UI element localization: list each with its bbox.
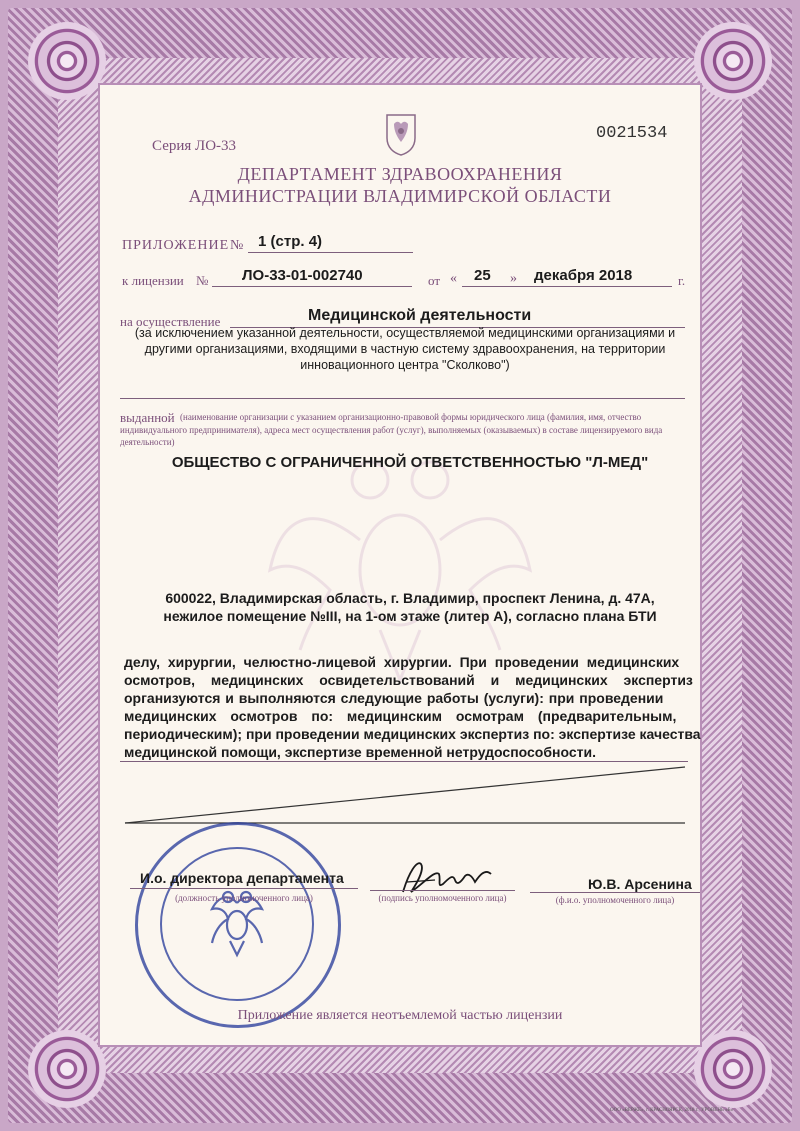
license-number: ЛО-33-01-002740 [242, 267, 363, 284]
corner-rosette-icon [694, 1030, 772, 1108]
license-year-suffix: г. [678, 273, 686, 288]
signatory-position: И.о. директора департамента [140, 870, 344, 886]
organization-name: ОБЩЕСТВО С ОГРАНИЧЕННОЙ ОТВЕТСТВЕННОСТЬЮ "Л-МЕД" [171, 454, 649, 471]
services-line6: медицинской помощи, экспертизе временной нетрудоспособности. [124, 744, 596, 760]
services-line2: осмотров, медицинских освидетельствований и медицинских экспертиз [124, 672, 693, 688]
license-month-year: декабря 2018 [534, 267, 633, 284]
signatory-name: Ю.В. Арсенина [588, 876, 692, 892]
sign-underline [370, 890, 515, 891]
activity-note-line2: другими организациями, входящими в частную систему здравоохранения, на территории [144, 342, 666, 356]
appendix-number: 1 (стр. 4) [258, 233, 323, 250]
corner-rosette-icon [28, 22, 106, 100]
cancel-line-mark [120, 765, 690, 825]
signatory-name-underline [530, 892, 700, 893]
appendix-underline [248, 252, 413, 253]
issued-label: выданной [120, 410, 175, 425]
document-number: 0021534 [596, 124, 668, 143]
license-date-underline [462, 286, 672, 287]
series-label: Серия ЛО-33 [152, 138, 237, 154]
activity-label: на осуществление [120, 314, 221, 329]
license-from-label: от [428, 273, 441, 288]
printer-imprint: ООО «ВЕРЖЕ», г. КРАСНОЯРСК, 2018 г., УРОВЕНЬ «Б» [610, 1108, 733, 1113]
issued-hint-line3: деятельности) [120, 437, 175, 447]
activity-note-underline [120, 398, 685, 399]
services-line1: делу, хирургии, челюстно-лицевой хирургии. При проведении медицинских [124, 654, 680, 670]
appendix-no-label: № [230, 238, 244, 253]
address-line1: 600022, Владимирская область, г. Владимир, проспект Ленина, д. 47А, [165, 590, 655, 606]
activity-note-line3: инновационного центра "Сколково") [300, 358, 510, 372]
signatory-position-hint: (должность уполномоченного лица) [175, 893, 313, 903]
issued-hint-line2: индивидуального предпринимателя), адреса мест осуществления работ (услуг), выполняемых (оказываемых) в составе лицензируемого вида [120, 425, 663, 435]
signatory-name-hint: (ф.и.о. уполномоченного лица) [555, 895, 675, 905]
authority-line2: АДМИНИСТРАЦИИ ВЛАДИМИРСКОЙ ОБЛАСТИ [188, 186, 612, 206]
address-line2: нежилое помещение №III, на 1-ом этаже (литер А), согласно плана БТИ [163, 608, 657, 624]
corner-rosette-icon [28, 1030, 106, 1108]
corner-rosette-icon [694, 22, 772, 100]
license-day: 25 [474, 267, 491, 284]
activity-note-line1: (за исключением указанной деятельности, осуществляемой медицинскими организациями и [134, 326, 676, 340]
coat-of-arms-icon [384, 112, 418, 156]
issued-hint-line1: (наименование организации с указанием организационно-правовой формы юридического лица (фамилия, имя, отчество [180, 412, 642, 422]
license-quote-open: « [450, 271, 457, 286]
license-quote-close: » [510, 271, 517, 286]
services-underline [120, 761, 688, 762]
services-line5: периодическим); при проведении медицинских экспертиз по: экспертизе качества [124, 726, 701, 742]
authority-line1: ДЕПАРТАМЕНТ ЗДРАВООХРАНЕНИЯ [237, 164, 563, 184]
official-seal-stamp [135, 822, 341, 1028]
sign-hint: (подпись уполномоченного лица) [378, 893, 507, 903]
footer-note: Приложение является неотъемлемой частью лицензии [237, 1008, 563, 1023]
license-no-label: № [196, 273, 209, 288]
license-number-underline [212, 286, 412, 287]
activity-title: Медицинской деятельности [308, 307, 532, 324]
signatory-position-underline [130, 888, 358, 889]
appendix-label: ПРИЛОЖЕНИЕ [122, 238, 230, 253]
license-label: к лицензии [122, 273, 184, 288]
services-line3: организуются и выполняются следующие работы (услуги): при проведении [124, 690, 664, 706]
services-line4: медицинских осмотров по: медицинским осмотрам (предварительным, [124, 708, 677, 724]
